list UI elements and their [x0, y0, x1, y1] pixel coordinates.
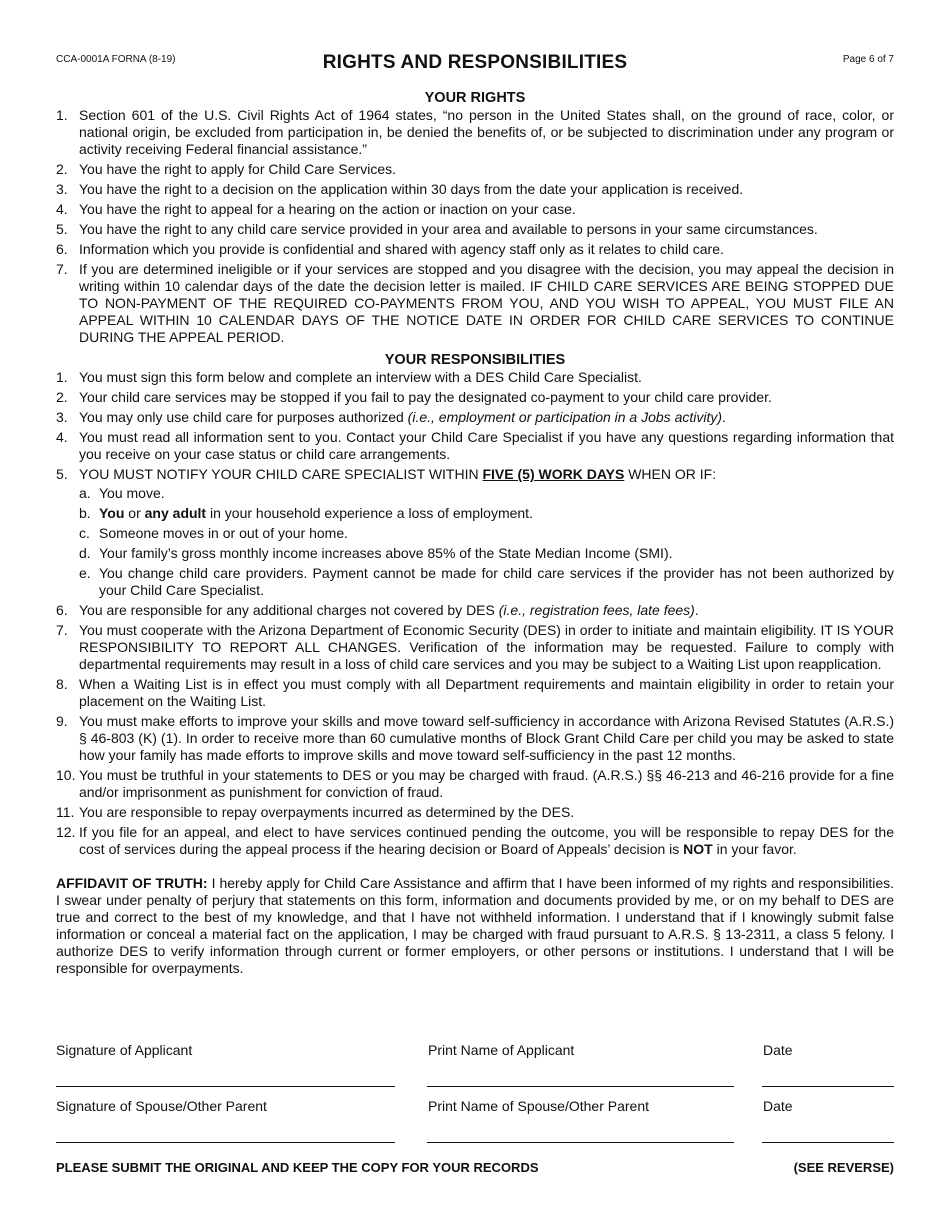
list-item: 1. Section 601 of the U.S. Civil Rights Act of 1964 states, “no person in the United States shall, on the ground of race, color, or national origin, be excluded from participation in, be denied the benefits of, or be subjected to discrimination under any program or activity receiving Federal financial assistance.” [56, 107, 894, 157]
applicant-name-line[interactable] [427, 1086, 734, 1087]
form-id: CCA-0001A FORNA (8-19) [56, 54, 176, 65]
responsibilities-title: YOUR RESPONSIBILITIES [384, 352, 566, 368]
list-item: 3. You have the right to a decision on the application within 30 days from the date your application is received. [56, 181, 744, 197]
rights-title: YOUR RIGHTS [424, 90, 526, 106]
date-label: Date [763, 1098, 793, 1114]
form-page [56, 50, 894, 977]
page-header [56, 50, 894, 86]
affidavit-text: I hereby apply for Child Care Assistance and affirm that I have been informed of my rights and responsibilities. I swear under penalty of perjury that statements on this form, information and documents provided by me, or on my behalf to DES are true and correct to the best of my knowledge, and that I have not withheld information. I understand that if I knowingly submit false information or conceal a material fact on the application, I may be charged with fraud pursuant to A.R.S. § 13-2311, a class 5 felony. I authorize DES to verify information through current or former employers, or other persons or institutions. I understand that I will be responsible for overpayments. [56, 875, 894, 976]
sub-list-item: a. You move. [79, 485, 165, 501]
list-item: 3. You may only use child care for purposes authorized (i.e., employment or participation in a Jobs activity). [56, 409, 726, 425]
date-label: Date [763, 1042, 793, 1058]
list-item: 4. You have the right to appeal for a hearing on the action or inaction on your case. [56, 201, 576, 217]
list-item: 5. You have the right to any child care service provided in your area and available to persons in your same circumstances. [56, 221, 818, 237]
date-line[interactable] [762, 1142, 894, 1143]
list-item: 8. When a Waiting List is in effect you must comply with all Department requirements and maintain eligibility in order to retain your placement on the Waiting List. [56, 676, 894, 709]
list-item: 7. You must cooperate with the Arizona Department of Economic Security (DES) in order to initiate and maintain eligibility. IT IS YOUR RESPONSIBILITY TO REPORT ALL CHANGES. Verification of the information may be requested. Failure to comply with departmental requirements may result in a loss of child care services and you may be subject to a Waiting List upon reapplication. [56, 622, 894, 672]
list-item: 4. You must read all information sent to you. Contact your Child Care Specialist if you have any questions regarding information that you receive on your case status or child care arrangements. [56, 429, 894, 462]
sub-list-item: e. You change child care providers. Payment cannot be made for child care services if the provider has not been authorized by your Child Care Specialist. [79, 565, 894, 598]
applicant-signature-line[interactable] [56, 1086, 395, 1087]
list-item: 7. If you are determined ineligible or if your services are stopped and you disagree with the decision, you may appeal the decision in writing within 10 calendar days of the date the decision letter is mailed. IF CHILD CARE SERVICES ARE BEING STOPPED DUE TO NON-PAYMENT OF THE REQUIRED CO-PAYMENTS FROM YOU, AND YOU WISH TO APPEAL, YOU MUST FILE AN APPEAL WITHIN 10 CALENDAR DAYS OF THE NOTICE DATE IN ORDER FOR CHILD CARE SERVICES TO CONTINUE DURING THE APPEAL PERIOD. [56, 261, 894, 345]
sub-list-item: c. Someone moves in or out of your home. [79, 525, 349, 541]
date-line[interactable] [762, 1086, 894, 1087]
responsibilities-list [56, 369, 894, 858]
list-item: 12. If you file for an appeal, and elect to have services continued pending the outcome, you will be responsible to repay DES for the cost of services during the appeal process if the hearing decision or Board of Appeals’ decision is NOT in your favor. [56, 824, 894, 857]
sub-list-item: b. You or any adult in your household experience a loss of employment. [79, 505, 533, 521]
applicant-name-label: Print Name of Applicant [428, 1042, 575, 1058]
applicant-signature-label: Signature of Applicant [56, 1042, 193, 1058]
see-reverse-note: (SEE REVERSE) [793, 1160, 894, 1175]
spouse-signature-label: Signature of Spouse/Other Parent [56, 1098, 267, 1114]
submit-instruction: PLEASE SUBMIT THE ORIGINAL AND KEEP THE COPY FOR YOUR RECORDS [56, 1160, 539, 1175]
spouse-name-label: Print Name of Spouse/Other Parent [428, 1098, 649, 1114]
five-work-days-emphasis: FIVE (5) WORK DAYS [482, 466, 625, 482]
notify-sublist [79, 485, 894, 599]
list-item: 2. You have the right to apply for Child Care Services. [56, 161, 396, 177]
sub-list-item: d. Your family’s gross monthly income increases above 85% of the State Median Income (SMI). [79, 545, 673, 561]
list-item: 6. You are responsible for any additional charges not covered by DES (i.e., registration fees, late fees). [56, 602, 699, 618]
list-item: 1. You must sign this form below and complete an interview with a DES Child Care Specialist. [56, 369, 642, 385]
list-item: 2. Your child care services may be stopped if you fail to pay the designated co-payment to your child care provider. [56, 389, 772, 405]
page-number: Page 6 of 7 [842, 54, 894, 65]
spouse-signature-line[interactable] [56, 1142, 395, 1143]
affidavit-label: AFFIDAVIT OF TRUTH: [56, 875, 208, 891]
list-item: 10. You must be truthful in your statements to DES or you may be charged with fraud. (A.R.S.) §§ 46-213 and 46-216 provide for a fine and/or imprisonment as punishment for conviction of fraud. [56, 767, 894, 800]
page-title: RIGHTS AND RESPONSIBILITIES [322, 52, 628, 73]
spouse-name-line[interactable] [427, 1142, 734, 1143]
spouse-signature-row [56, 1098, 894, 1154]
list-item: 5. YOU MUST NOTIFY YOUR CHILD CARE SPECIALIST WITHIN FIVE (5) WORK DAYS WHEN OR IF: a. You move. b. You or any adult in your household experience a loss of employment. c. Someone moves in or out of your home. d. Your family’s gross monthly income increases above 85% of the State Median Income (SMI). e. You change child care providers. Payment cannot be made for child care services if the provider has not been authorized by your Child Care Specialist. [56, 466, 894, 598]
list-item: 9. You must make efforts to improve your skills and move toward self-sufficiency in accordance with Arizona Revised Statutes (A.R.S.) § 46-803 (K) (1). In order to receive more than 60 cumulative months of Block Grant Child Care per child you may be asked to state how your family has made efforts to improve skills and move toward self-sufficiency in the past 12 months. [56, 713, 894, 763]
page-footer [56, 1160, 894, 1175]
applicant-signature-row [56, 1042, 894, 1098]
affidavit-of-truth [56, 875, 894, 977]
rights-list [56, 107, 894, 346]
list-item: 11. You are responsible to repay overpayments incurred as determined by the DES. [56, 804, 575, 820]
list-item: 6. Information which you provide is confidential and shared with agency staff only as it relates to child care. [56, 241, 724, 257]
